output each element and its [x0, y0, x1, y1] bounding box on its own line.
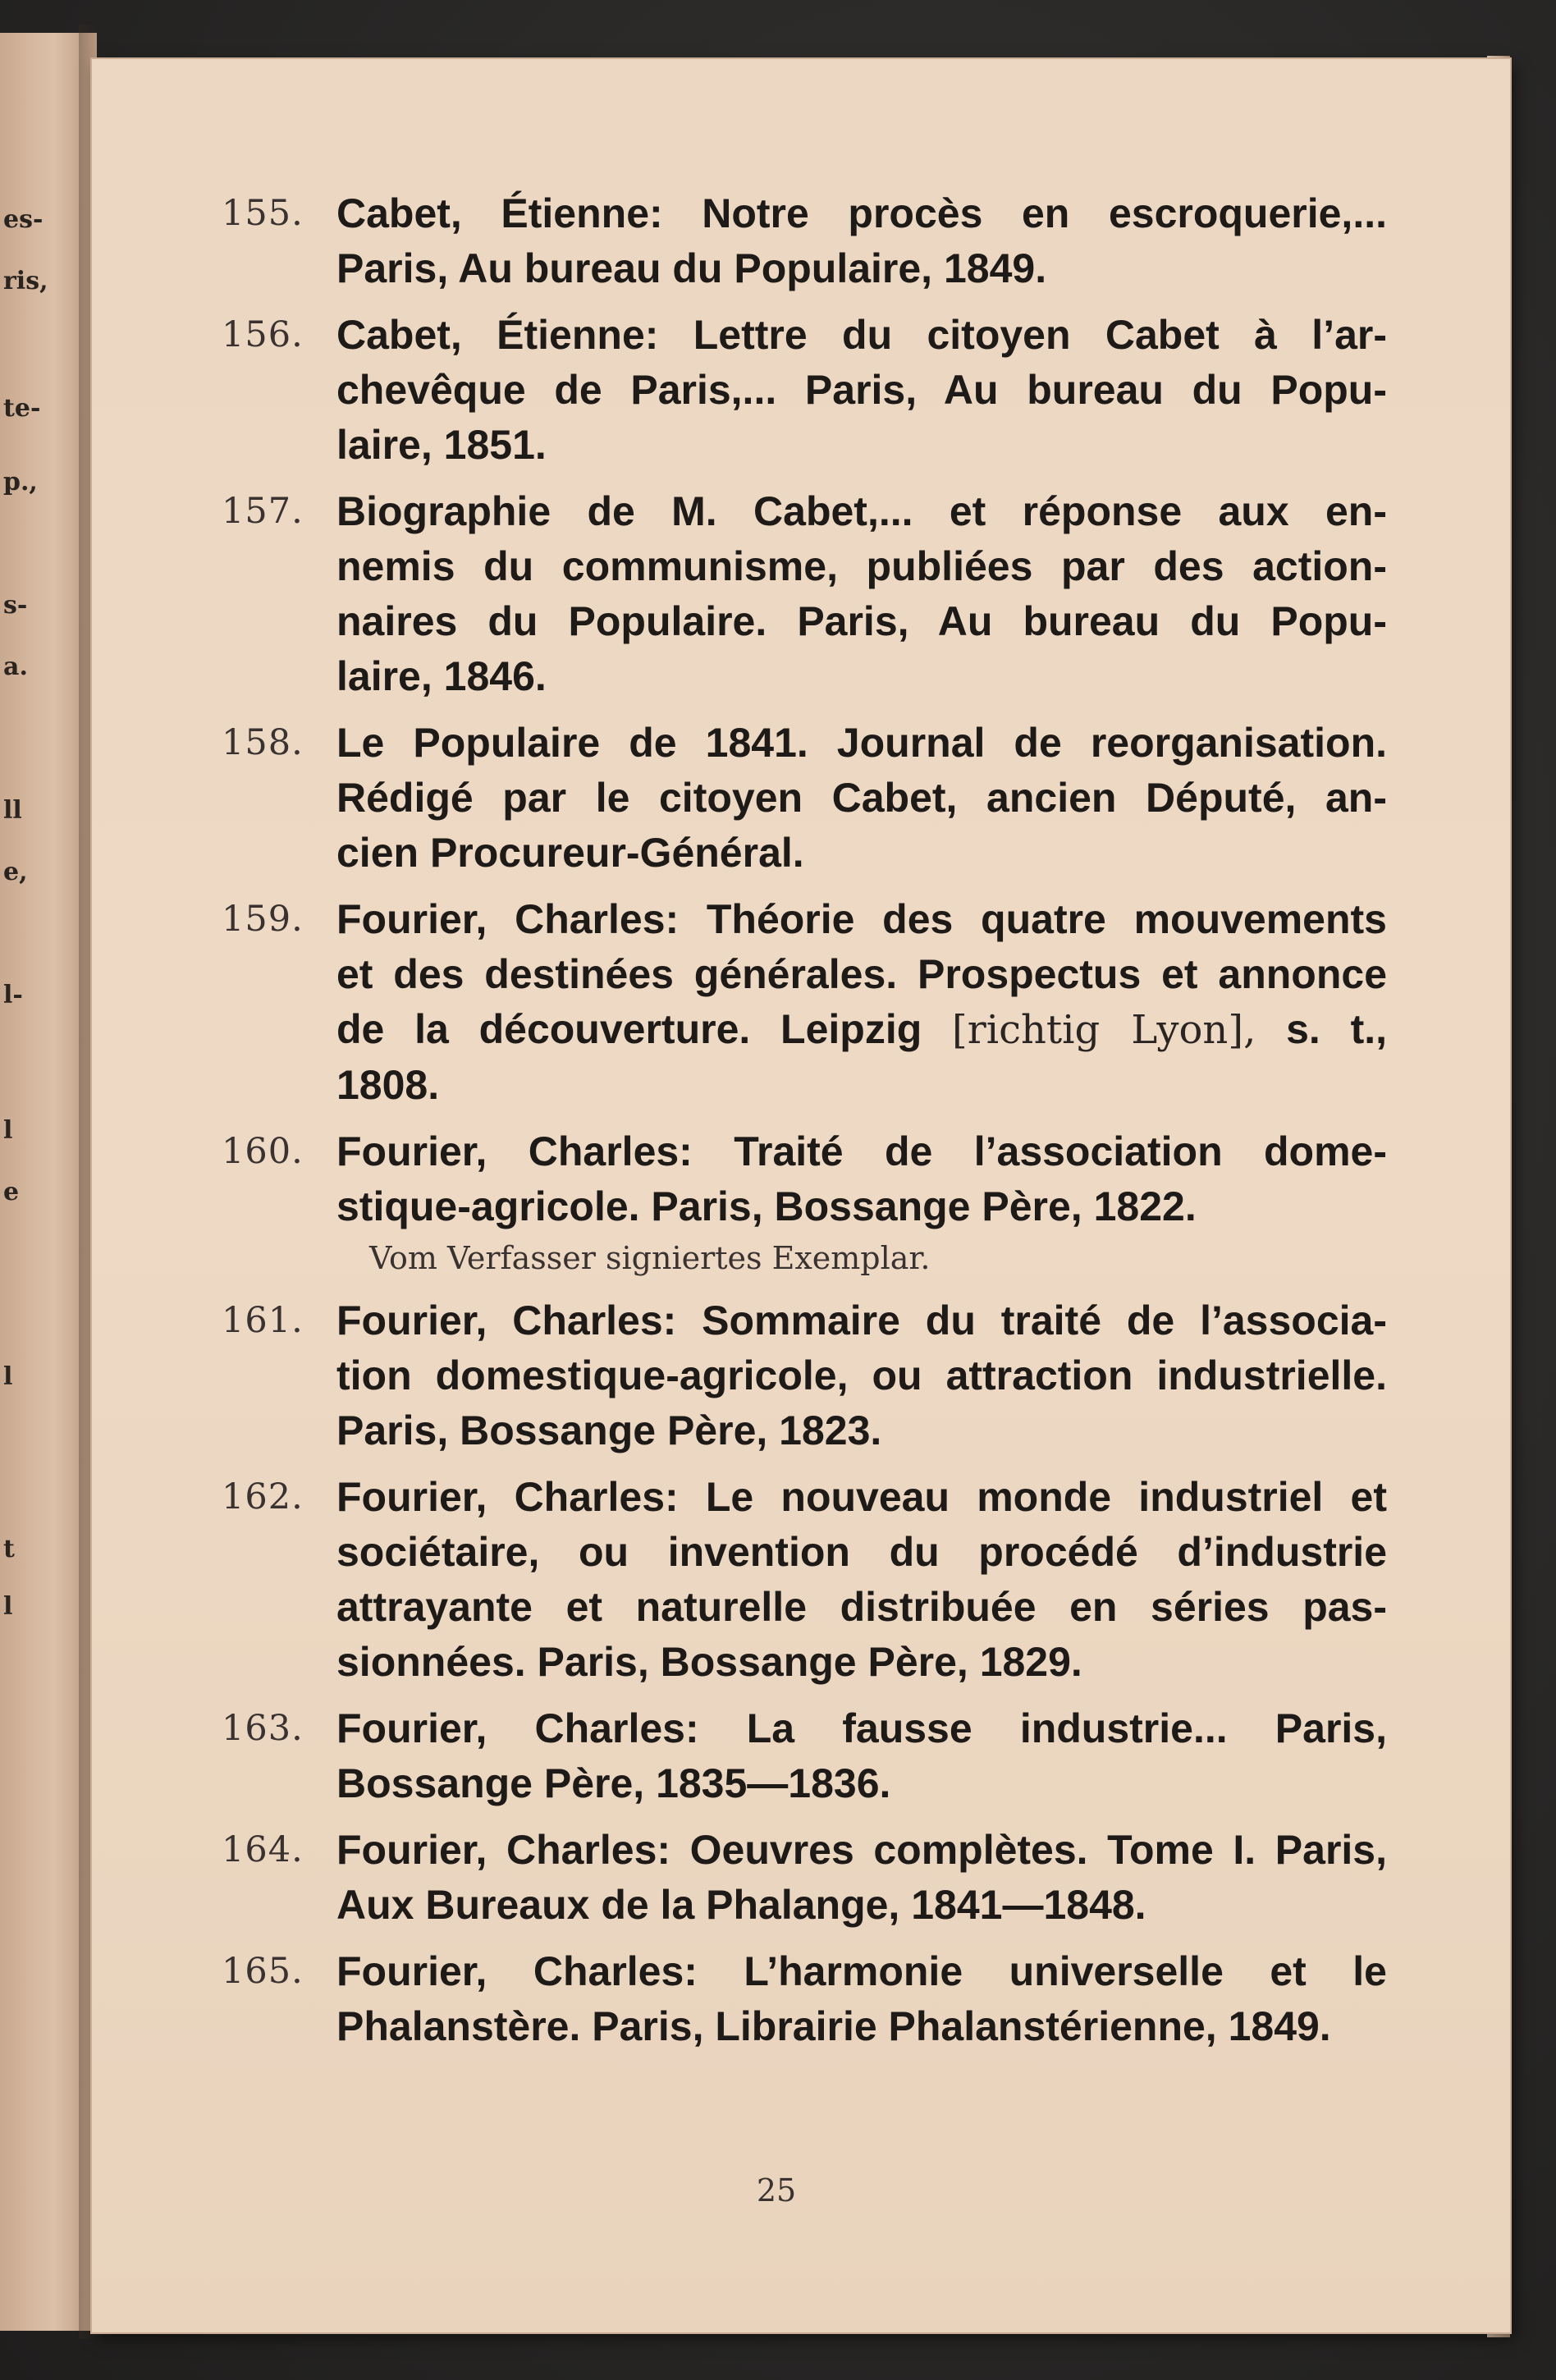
left-fragment: ll: [3, 796, 22, 825]
left-fragment: e: [3, 1178, 20, 1206]
entry-text: [336, 484, 1387, 704]
entry-line: sociétaire, ou invention du procédé d’industrie: [336, 1529, 1387, 1575]
entry-number: 163.: [222, 1708, 304, 1749]
page-number-text: 25: [756, 2172, 797, 2208]
bibliography-entry: [222, 1701, 1387, 1811]
entry-text: [336, 892, 1387, 1113]
entry-text: [336, 1701, 1387, 1811]
entry-line: chevêque de Paris,... Paris, Au bureau du Popu-: [336, 367, 1387, 413]
entry-line: [336, 1002, 1387, 1058]
left-fragment: a.: [3, 652, 28, 681]
entry-text: [336, 1293, 1387, 1458]
entry-text: [336, 1823, 1387, 1933]
bibliography-entry: [222, 1944, 1387, 2054]
entry-line: laire, 1851.: [336, 422, 547, 468]
bibliography-entry: [222, 1823, 1387, 1933]
entry-line: Cabet, Étienne: Lettre du citoyen Cabet à l’ar-: [336, 312, 1387, 358]
entry-number: 160.: [222, 1131, 304, 1172]
entry-line: Rédigé par le citoyen Cabet, ancien Député, an-: [336, 775, 1387, 821]
entry-number: 162.: [222, 1476, 304, 1517]
entry-line: Fourier, Charles: Théorie des quatre mouvements: [336, 896, 1387, 942]
entry-text: [336, 1124, 1387, 1282]
entry-number: 161.: [222, 1300, 304, 1341]
left-fragment: l: [3, 1362, 13, 1391]
entry-line: nemis du communisme, publiées par des action-: [336, 543, 1387, 589]
entry-line-part: s. t.,: [1256, 1006, 1388, 1052]
entry-line: laire, 1846.: [336, 653, 547, 699]
entry-line: Fourier, Charles: Le nouveau monde industriel et: [336, 1474, 1387, 1520]
bibliography-entry: [222, 1124, 1387, 1282]
entry-line: Fourier, Charles: La fausse industrie... Paris,: [336, 1705, 1387, 1751]
entry-line: naires du Populaire. Paris, Au bureau du Popu-: [336, 598, 1387, 644]
entry-text: [336, 1470, 1387, 1690]
entry-line: sionnées. Paris, Bossange Père, 1829.: [336, 1639, 1082, 1685]
entry-line: Fourier, Charles: Traité de l’association dome-: [336, 1128, 1387, 1174]
bibliography-entry: [222, 1293, 1387, 1458]
bibliography-entry: [222, 186, 1387, 296]
entry-number: 165.: [222, 1951, 304, 1992]
editorial-note-inline: [richtig Lyon],: [952, 1007, 1256, 1053]
entry-line: Phalanstère. Paris, Librairie Phalanstérienne, 1849.: [336, 2003, 1331, 2049]
entry-line: 1808.: [336, 1062, 440, 1108]
entry-text: [336, 716, 1387, 881]
entry-number: 156.: [222, 314, 304, 355]
left-fragment: ris,: [3, 267, 48, 295]
bibliography-list: [222, 186, 1387, 2066]
entry-note: Vom Verfasser signiertes Exemplar.: [369, 1240, 931, 1276]
entry-line: Le Populaire de 1841. Journal de reorganisation.: [336, 720, 1387, 766]
entry-number: 158.: [222, 722, 304, 763]
entry-line: Paris, Au bureau du Populaire, 1849.: [336, 245, 1047, 291]
entry-number: 164.: [222, 1829, 304, 1870]
entry-number: 155.: [222, 193, 304, 234]
left-fragment: l: [3, 1116, 13, 1145]
entry-line: cien Procureur-Général.: [336, 830, 804, 876]
book-page: [92, 59, 1510, 2332]
left-fragment: es-: [3, 205, 43, 234]
entry-line: Bossange Père, 1835—1836.: [336, 1760, 891, 1806]
bibliography-entry: [222, 308, 1387, 473]
entry-line: Cabet, Étienne: Notre procès en escroquerie,...: [336, 190, 1387, 236]
left-fragment: p.,: [3, 468, 38, 497]
entry-text: [336, 308, 1387, 473]
entry-line: stique-agricole. Paris, Bossange Père, 1822.: [336, 1183, 1197, 1229]
entry-line: Fourier, Charles: L’harmonie universelle et le: [336, 1948, 1387, 1994]
left-fragment: s-: [3, 591, 28, 620]
left-fragment: te-: [3, 394, 41, 423]
bibliography-entry: [222, 716, 1387, 881]
entry-line: Biographie de M. Cabet,... et réponse aux en-: [336, 488, 1387, 534]
entry-line: Paris, Bossange Père, 1823.: [336, 1407, 882, 1453]
left-fragment: l-: [3, 981, 23, 1009]
entry-text: [336, 1944, 1387, 2054]
bibliography-entry: [222, 484, 1387, 704]
entry-line: et des destinées générales. Prospectus et annonce: [336, 951, 1387, 997]
entry-line-part: de la découverture. Leipzig: [336, 1006, 953, 1052]
entry-text: [336, 186, 1387, 296]
left-fragment: t: [3, 1535, 15, 1563]
page-number: [92, 2172, 1510, 2208]
entry-number: 157.: [222, 491, 304, 532]
entry-number: 159.: [222, 899, 304, 940]
left-fragment: l: [3, 1592, 13, 1621]
entry-line: Fourier, Charles: Oeuvres complètes. Tome I. Paris,: [336, 1827, 1387, 1873]
entry-line: tion domestique-agricole, ou attraction industrielle.: [336, 1352, 1387, 1398]
bibliography-entry: [222, 892, 1387, 1113]
left-fragment: e,: [3, 858, 28, 886]
bibliography-entry: [222, 1470, 1387, 1690]
entry-line: Fourier, Charles: Sommaire du traité de l’associa-: [336, 1298, 1387, 1343]
entry-line: attrayante et naturelle distribuée en séries pas-: [336, 1584, 1387, 1630]
entry-line: Aux Bureaux de la Phalange, 1841—1848.: [336, 1882, 1146, 1928]
